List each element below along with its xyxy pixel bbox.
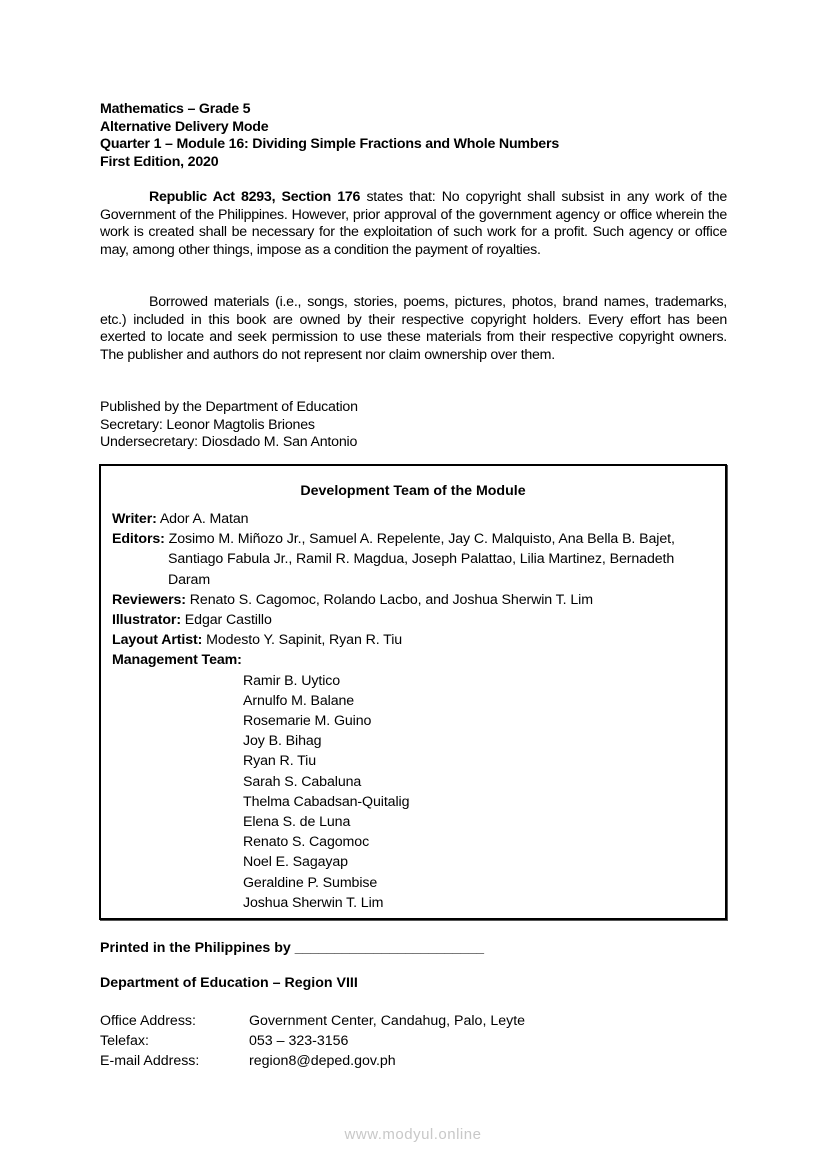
telefax: 053 – 323-3156 xyxy=(249,1033,349,1049)
management-member: Joy B. Bihag xyxy=(243,733,322,750)
team-title: Development Team of the Module xyxy=(300,483,526,499)
office-address: Government Center, Candahug, Palo, Leyte xyxy=(249,1013,526,1029)
editors-label: Editors: xyxy=(112,531,165,548)
region-office: Department of Education – Region VIII xyxy=(100,975,358,991)
copyright-paragraph xyxy=(100,189,727,259)
edition: First Edition, 2020 xyxy=(100,153,219,170)
subject-grade: Mathematics – Grade 5 xyxy=(100,101,251,117)
writer-label: Writer: xyxy=(112,511,157,527)
management-member: Arnulfo M. Balane xyxy=(243,692,355,709)
borrowed-text: Borrowed materials (i.e., songs, stories, poems, pictures, photos, brand names, trademarks, etc.) included in this book are owned by their respective copyright holders. Every effort has been exerted to locate and seek permission to use these materials from their respective copyright owners. The publisher and authors do not represent nor claim ownership over them. xyxy=(100,294,727,363)
management-member: Ryan R. Tiu xyxy=(243,753,317,770)
management-member: Thelma Cabadsan-Quitalig xyxy=(243,793,410,810)
secretary: Secretary: Leonor Magtolis Briones xyxy=(100,416,315,433)
development-team-box xyxy=(99,464,727,920)
illustrator-name: Edgar Castillo xyxy=(180,612,272,629)
published-by: Published by the Department of Education xyxy=(100,399,358,415)
undersecretary: Undersecretary: Diosdado M. San Antonio xyxy=(100,434,358,450)
management-member: Noel E. Sagayap xyxy=(243,854,348,871)
reviewers-row xyxy=(112,590,712,610)
illustrator-row xyxy=(112,610,712,630)
editors-row xyxy=(112,529,712,590)
watermark: www.modyul.online xyxy=(344,1126,482,1143)
management-member: Ramir B. Uytico xyxy=(243,672,341,689)
delivery-mode: Alternative Delivery Mode xyxy=(100,118,269,135)
writer-row xyxy=(112,509,712,529)
copyright-text: states that: No copyright shall subsist in any work of the Government of the Philippines. However, prior approval of the government agency or office wherein the work is created shall be necessary for the exploitation of such work for a profit. Such agency or office may, among other things, impose as a condition the payment of royalties. xyxy=(100,189,727,258)
reviewers-names: Renato S. Cagomoc, Rolando Lacbo, and Joshua Sherwin T. Lim xyxy=(185,591,593,608)
telefax-row xyxy=(100,1031,525,1051)
layout-label: Layout Artist: xyxy=(112,632,203,649)
office-address-label: Office Address: xyxy=(100,1013,196,1029)
illustrator-label: Illustrator: xyxy=(112,612,181,629)
layout-names: Modesto Y. Sapinit, Ryan R. Tiu xyxy=(202,632,403,649)
management-member: Sarah S. Cabaluna xyxy=(243,773,362,790)
management-list xyxy=(112,671,712,913)
management-label: Management Team: xyxy=(112,652,242,669)
team-list xyxy=(112,509,712,913)
module-title: Quarter 1 – Module 16: Dividing Simple Fractions and Whole Numbers xyxy=(100,136,560,152)
email-row xyxy=(100,1051,525,1071)
telefax-label: Telefax: xyxy=(100,1033,149,1049)
management-row xyxy=(112,650,712,670)
management-member: Elena S. de Luna xyxy=(243,814,351,831)
publisher-info xyxy=(100,399,358,452)
management-member: Joshua Sherwin T. Lim xyxy=(243,894,384,911)
reviewers-label: Reviewers: xyxy=(112,591,186,608)
email-label: E-mail Address: xyxy=(100,1053,200,1069)
layout-row xyxy=(112,630,712,650)
printed-by: Printed in the Philippines by ________________________ xyxy=(100,940,485,956)
management-member: Renato S. Cagomoc xyxy=(243,834,370,851)
management-member: Rosemarie M. Guino xyxy=(243,713,372,730)
copyright-law: Republic Act 8293, Section 176 xyxy=(149,189,361,205)
writer-name: Ador A. Matan xyxy=(156,511,249,527)
editors-names: Zosimo M. Miñozo Jr., Samuel A. Repelente, Jay C. Malquisto, Ana Bella B. Bajet, Santiago Fabula Jr., Ramil R. Magdua, Joseph Palattao, Lilia Martinez, Bernadeth Daram xyxy=(164,531,675,588)
contact-info xyxy=(100,1011,525,1071)
office-address-row xyxy=(100,1011,525,1031)
email-address[interactable]: region8@deped.gov.ph xyxy=(249,1053,396,1069)
borrowed-materials-paragraph xyxy=(100,294,727,364)
module-header xyxy=(100,101,559,171)
management-member: Geraldine P. Sumbise xyxy=(243,874,378,891)
